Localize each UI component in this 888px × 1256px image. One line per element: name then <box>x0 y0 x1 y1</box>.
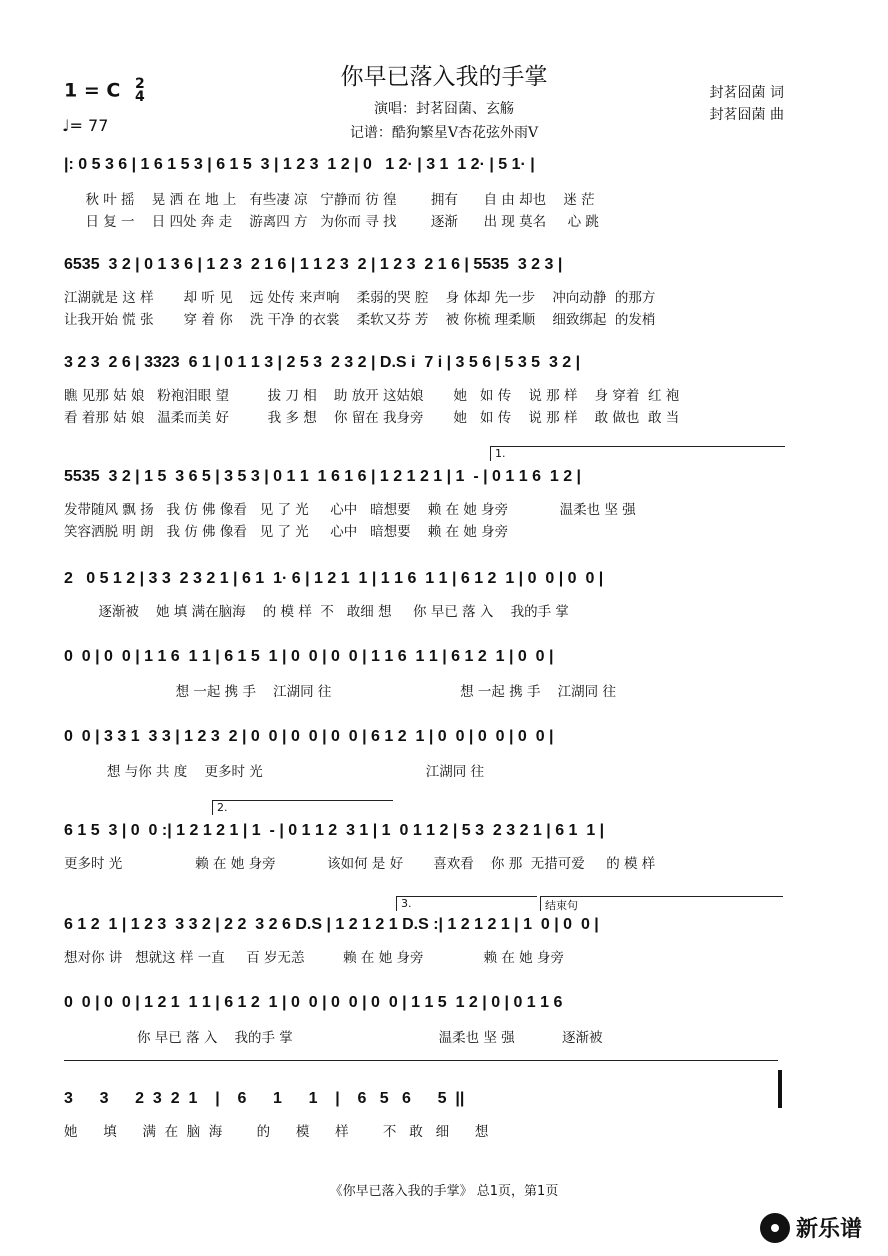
song-title: 你早已落入我的手掌 <box>340 64 548 90</box>
lyrics-line: 你 早已 落 入 我的手 掌 温柔也 坚 强 逐渐被 <box>64 1030 603 1046</box>
time-signature-top: 2 <box>134 76 145 92</box>
lyrics-line: 更多时 光 赖 在 她 身旁 该如何 是 好 喜欢看 你 那 无措可爱 的 模 样 <box>64 856 656 872</box>
notes-line: 6 1 2 1 | 1 2 3 3 3 2 | 2 2 3 2 6 D.S | 1 2 1 2 1 D.S :| 1 2 1 2 1 | 1 0 | 0 0 | <box>64 916 599 933</box>
notes-line: 2 0 5 1 2 | 3 3 2 3 2 1 | 6 1 1· 6 | 1 2 1 1 | 1 1 6 1 1 | 6 1 2 1 | 0 0 | 0 0 | <box>64 570 604 587</box>
logo-text: 新乐谱 <box>796 1217 863 1242</box>
lyrics-line: 想对你 讲 想就这 样 一直 百 岁无恙 赖 在 她 身旁 赖 在 她 身旁 <box>64 950 564 966</box>
lyrics-verse-2: 让我开始 慌 张 穿 着 你 洗 干净 的衣裳 柔软又芬 芳 被 你梳 理柔顺 细致绑起 的发梢 <box>64 312 656 328</box>
notes-line: 6535 3 2 | 0 1 3 6 | 1 2 3 2 1 6 | 1 1 2 3 2 | 1 2 3 2 1 6 | 5535 3 2 3 | <box>64 256 563 273</box>
volta-3: 3. <box>396 896 537 911</box>
performer-line: 演唱：封茗囧菌、玄觞 <box>374 101 514 117</box>
lyrics-verse-2: 看 着那 姑 娘 温柔而美 好 我 多 想 你 留在 我身旁 她 如 传 说 那 样 敢 做也 敢 当 <box>64 410 680 426</box>
lyricist-credit: 封茗囧菌 词 <box>709 85 784 101</box>
volta-coda: 结束句 <box>540 896 783 911</box>
final-barline <box>778 1070 782 1108</box>
notes-line: 6 1 5 3 | 0 0 :| 1 2 1 2 1 | 1 - | 0 1 1 2 3 1 | 1 0 1 1 2 | 5 3 2 3 2 1 | 6 1 1 | <box>64 822 605 839</box>
composer-credit: 封茗囧菌 曲 <box>709 107 784 123</box>
tempo-marking: ♩= 77 <box>62 116 109 135</box>
transcriber-line: 记谱：酷狗繁星V杏花弦外雨V <box>349 125 539 141</box>
lyrics-line: 逐渐被 她 填 满在脑海 的 模 样 不 敢细 想 你 早已 落 入 我的手 掌 <box>64 604 569 620</box>
lyrics-line: 想 一起 携 手 江湖同 往 想 一起 携 手 江湖同 往 <box>64 684 616 700</box>
notes-line: |: 0 5 3 6 | 1 6 1 5 3 | 6 1 5 3 | 1 2 3 1 2 | 0 1 2· | 3 1 1 2· | 5 1· | <box>64 156 535 173</box>
notes-line: 3 3 2 3 2 1 | 6 1 1 | 6 5 6 5 || <box>64 1090 465 1107</box>
key-label: 1 = C <box>64 79 121 102</box>
lyrics-line: 她 填 满 在 脑 海 的 模 样 不 敢 细 想 <box>64 1124 489 1140</box>
volta-1: 1. <box>490 446 785 461</box>
time-signature-bottom: 4 <box>134 89 145 105</box>
lyrics-line: 想 与你 共 度 更多时 光 江湖同 往 <box>64 764 485 780</box>
lyrics-verse-1: 瞧 见那 姑 娘 粉袍泪眼 望 拔 刀 相 助 放开 这姑娘 她 如 传 说 那 样 身 穿着 红 袍 <box>64 388 680 404</box>
site-logo <box>760 1212 862 1243</box>
lyrics-verse-1: 发带随风 飘 扬 我 仿 佛 像看 见 了 光 心中 暗想要 赖 在 她 身旁 温柔也 坚 强 <box>64 502 636 518</box>
lyrics-verse-1: 秋 叶 摇 晃 洒 在 地 上 有些凄 凉 宁静而 彷 徨 拥有 自 由 却也 迷 茫 <box>64 192 595 208</box>
volta-2: 2. <box>212 800 393 815</box>
lyrics-verse-2: 笑容洒脱 明 朗 我 仿 佛 像看 见 了 光 心中 暗想要 赖 在 她 身旁 <box>64 524 509 540</box>
notes-line: 0 0 | 0 0 | 1 1 6 1 1 | 6 1 5 1 | 0 0 | 0 0 | 1 1 6 1 1 | 6 1 2 1 | 0 0 | <box>64 648 554 665</box>
notes-line: 0 0 | 3 3 1 3 3 | 1 2 3 2 | 0 0 | 0 0 | 0 0 | 6 1 2 1 | 0 0 | 0 0 | 0 0 | <box>64 728 554 745</box>
page-footer: 《你早已落入我的手掌》 总1页，第1页 <box>329 1184 559 1199</box>
notes-line: 3 2 3 2 6 | 3323 6 1 | 0 1 1 3 | 2 5 3 2 3 2 | D.S i 7 i | 3 5 6 | 5 3 5 3 2 | <box>64 354 581 371</box>
lyrics-verse-1: 江湖就是 这 样 却 听 见 远 处传 来声响 柔弱的哭 腔 身 体却 先一步 冲向动静 的那方 <box>64 290 656 306</box>
lyrics-verse-2: 日 复 一 日 四处 奔 走 游离四 方 为你而 寻 找 逐渐 出 现 莫名 心 跳 <box>64 214 599 230</box>
final-system-line <box>64 1060 778 1061</box>
notes-line: 0 0 | 0 0 | 1 2 1 1 1 | 6 1 2 1 | 0 0 | 0 0 | 0 0 | 1 1 5 1 2 | 0 | 0 1 1 6 <box>64 994 563 1011</box>
vinyl-record-icon <box>760 1213 790 1243</box>
notes-line: 5535 3 2 | 1 5 3 6 5 | 3 5 3 | 0 1 1 1 6 1 6 | 1 2 1 2 1 | 1 - | 0 1 1 6 1 2 | <box>64 468 582 485</box>
